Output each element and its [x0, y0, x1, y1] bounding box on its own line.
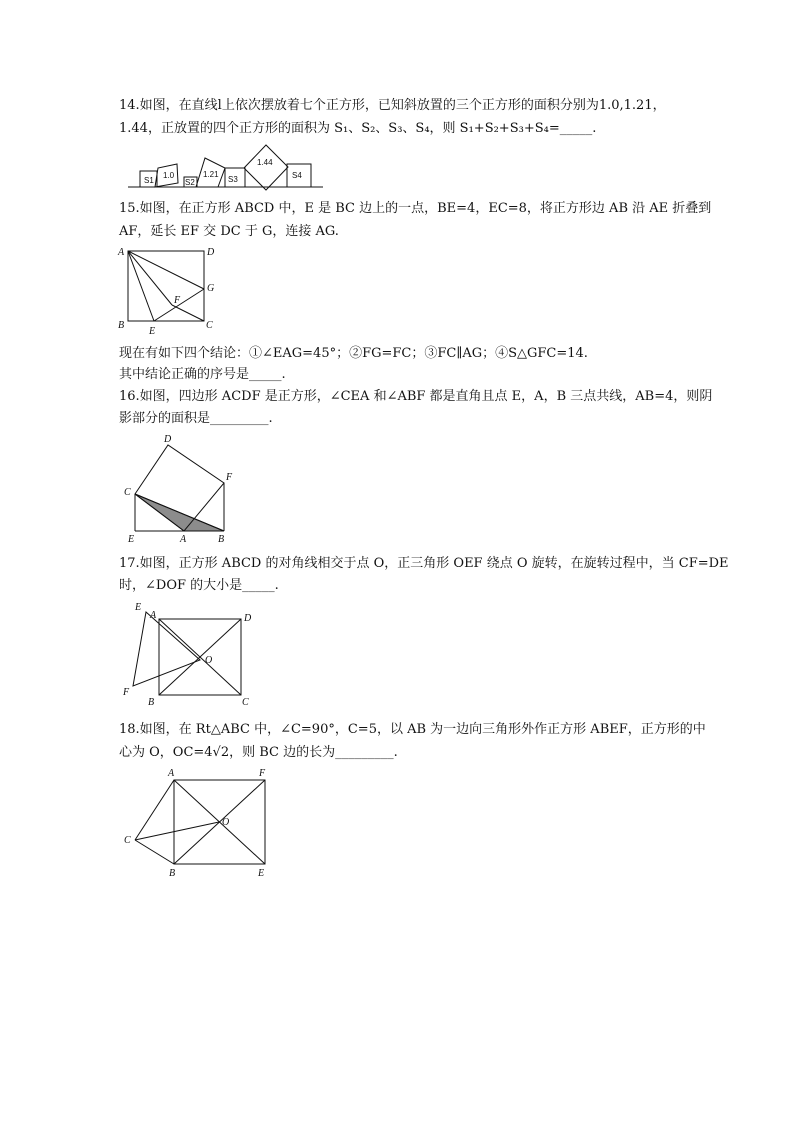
label-a: A [168, 768, 175, 779]
square-1-44 [244, 145, 288, 190]
label-c: C [124, 835, 131, 846]
label-b: B [218, 534, 225, 545]
label-s3: S3 [228, 175, 238, 184]
square-abcd [159, 619, 241, 695]
label-1-21: 1.21 [203, 170, 219, 179]
shaded-region [135, 494, 224, 531]
triangle-oef [133, 612, 200, 686]
segment-eg [154, 289, 204, 321]
label-s1: S1 [144, 176, 154, 185]
label-c: C [206, 320, 213, 331]
diagonal-fb [174, 780, 265, 864]
label-1-0: 1.0 [163, 171, 175, 180]
segment-ca [135, 780, 174, 840]
segment-co [135, 822, 219, 840]
label-c: C [242, 697, 249, 708]
label-f: F [259, 768, 266, 779]
diagonal-bd [159, 619, 241, 695]
label-a: A [118, 247, 125, 258]
label-o: O [222, 817, 230, 828]
label-f: F [123, 687, 130, 698]
square-acdf [135, 445, 224, 531]
problem-15-conclusions: 现在有如下四个结论：①∠EAG=45°；②FG=FC；③FC∥AG；④S△GFC=14. [119, 346, 588, 361]
label-s2: S2 [185, 178, 195, 187]
segment-ae [128, 251, 154, 321]
segment-af [128, 251, 172, 305]
label-e: E [149, 326, 156, 337]
square-abcd [128, 251, 204, 321]
problem-15-line-2: AF，延长 EF 交 DC 于 G，连接 AG. [119, 224, 339, 239]
label-e: E [258, 868, 265, 879]
problem-15-line-1: 15.如图，在正方形 ABCD 中，E 是 BC 边上的一点，BE=4，EC=8，将正方形边 AB 沿 AE 折叠到 [119, 201, 712, 216]
label-a: A [150, 610, 157, 621]
label-e: E [128, 534, 135, 545]
problem-15-question: 其中结论正确的序号是_____. [119, 367, 286, 382]
diagonal-ac [159, 619, 241, 695]
label-d: D [207, 247, 215, 258]
label-a: A [180, 534, 187, 545]
segment-ag [128, 251, 204, 289]
segment-cb [135, 494, 224, 531]
square-s2 [184, 177, 197, 187]
square-s3 [225, 168, 245, 187]
label-b: B [169, 868, 176, 879]
problem-18-line-1: 18.如图，在 Rt△ABC 中，∠C=90°，C=5，以 AB 为一边向三角形外作正方形 ABEF，正方形的中 [119, 722, 706, 737]
label-d: D [244, 613, 252, 624]
square-s4 [287, 164, 311, 187]
square-1-21 [196, 158, 225, 187]
label-f: F [226, 472, 233, 483]
segment-cb [135, 840, 174, 864]
problem-16-line-1: 16.如图，四边形 ACDF 是正方形，∠CEA 和∠ABF 都是直角且点 E，A，B 三点共线，AB=4，则阴 [119, 389, 713, 404]
label-e: E [135, 602, 142, 613]
problem-17-line-1: 17.如图，正方形 ABCD 的对角线相交于点 O，正三角形 OEF 绕点 O 旋转，在旋转过程中，当 CF=DE [119, 556, 729, 571]
square-s1 [140, 171, 157, 187]
square-abef [174, 780, 265, 864]
problem-14-line-2: 1.44，正放置的四个正方形的面积为 S₁、S₂、S₃、S₄，则 S₁+S₂+S₃+S₄=_____. [119, 121, 597, 136]
segment-fc [172, 305, 204, 321]
problem-16-line-2: 影部分的面积是_________. [119, 411, 273, 426]
label-c: C [124, 487, 131, 498]
label-f: F [174, 295, 181, 306]
label-b: B [118, 320, 125, 331]
label-s4: S4 [292, 171, 302, 180]
problem-14-line-1: 14.如图，在直线l上依次摆放着七个正方形，已知斜放置的三个正方形的面积分别为1.0,1.21， [119, 98, 666, 113]
label-g: G [207, 283, 215, 294]
problem-17-line-2: 时，∠DOF 的大小是_____. [119, 578, 279, 593]
label-o: O [205, 655, 213, 666]
diagonal-ae [174, 780, 265, 864]
label-b: B [148, 697, 155, 708]
label-1-44: 1.44 [257, 158, 273, 167]
label-d: D [164, 434, 172, 445]
problem-18-line-2: 心为 O，OC=4√2，则 BC 边的长为_________. [119, 745, 398, 760]
square-1-0 [155, 164, 178, 187]
